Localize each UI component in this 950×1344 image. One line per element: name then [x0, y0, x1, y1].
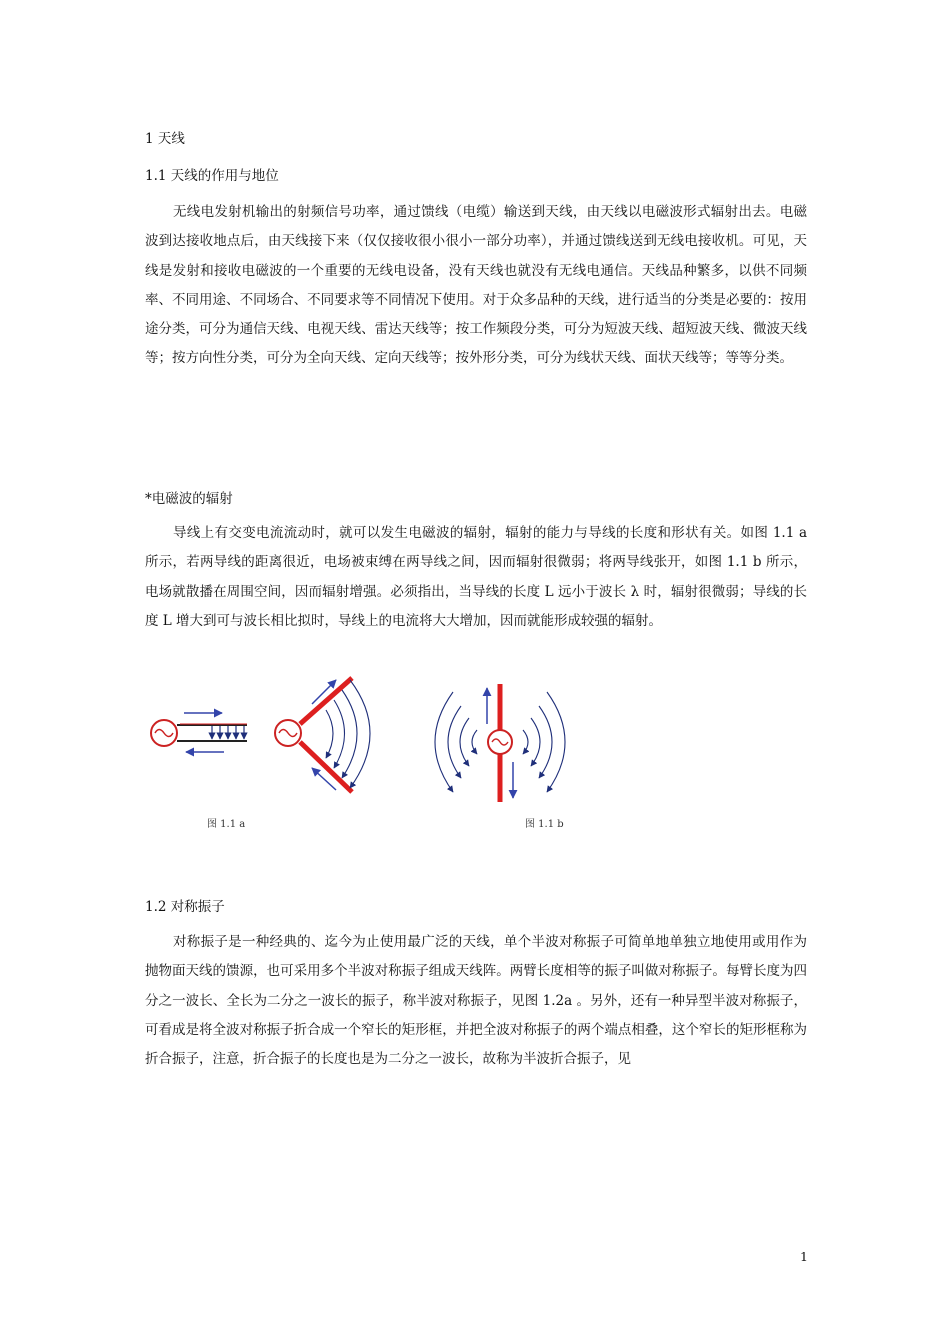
- ac-source-icon: [275, 720, 301, 746]
- subheading-em-radiation: *电磁波的辐射: [145, 491, 233, 507]
- section-heading-1: 1 天线: [145, 131, 185, 147]
- section-heading-1-1: 1.1 天线的作用与地位: [145, 168, 279, 184]
- ac-source-icon: [488, 730, 512, 754]
- field-arrows-between-wires: [212, 726, 244, 739]
- section-heading-1-2: 1.2 对称振子: [145, 899, 225, 915]
- ac-source-icon: [151, 720, 177, 746]
- paragraph-em-radiation: 导线上有交变电流流动时，就可以发生电磁波的辐射，辐射的能力与导线的长度和形状有关。如图 1.1 a 所示，若两导线的距离很近，电场被束缚在两导线之间，因而辐射很微弱；将两导线张开，如图 1.1 b 所示，电场就散播在周围空间，因而辐射增强。必须指出，当导线的长度 L 远小于波长 λ 时，辐射很微弱；导线的长度 L 增大到可与波长相比拟时，导线上的电流将大大增加，因而就能形成较强的辐射。: [145, 525, 807, 629]
- figure-1-1-a: [140, 672, 400, 832]
- field-lines-right: [523, 692, 565, 792]
- figure-caption-b: 图 1.1 b: [525, 819, 564, 830]
- figure-caption-a: 图 1.1 a: [207, 819, 246, 830]
- paragraph-symmetric-dipole: 对称振子是一种经典的、迄今为止使用最广泛的天线，单个半波对称振子可简单地单独立地使用或用作为抛物面天线的馈源，也可采用多个半波对称振子组成天线阵。两臂长度相等的振子叫做对称振子。每臂长度为四分之一波长、全长为二分之一波长的振子，称半波对称振子，见图 1.2a 。另外，还有一种异型半波对称振子，可看成是将全波对称振子折合成一个窄长的矩形框，并把全波对称振子的两个端点相叠，这个窄长的矩形框称为折合振子，注意，折合振子的长度也是为二分之一波长，故称为半波折合振子，见: [145, 934, 807, 1068]
- page-number: 1: [800, 1249, 808, 1264]
- field-lines-left: [435, 692, 477, 792]
- figure-1-1-b: [415, 682, 585, 806]
- paragraph-antenna-role: 无线电发射机输出的射频信号功率，通过馈线（电缆）输送到天线，由天线以电磁波形式辐射出去。电磁波到达接收地点后，由天线接下来（仅仅接收很小很小一部分功率），并通过馈线送到无线电接收机。可见，天线是发射和接收电磁波的一个重要的无线电设备，没有天线也就没有无线电通信。天线品种繁多，以供不同频率、不同用途、不同场合、不同要求等不同情况下使用。对于众多品种的天线，进行适当的分类是必要的：按用途分类，可分为通信天线、电视天线、雷达天线等；按工作频段分类，可分为短波天线、超短波天线、微波天线等；按方向性分类，可分为全向天线、定向天线等；按外形分类，可分为线状天线、面状天线等；等等分类。: [145, 204, 807, 367]
